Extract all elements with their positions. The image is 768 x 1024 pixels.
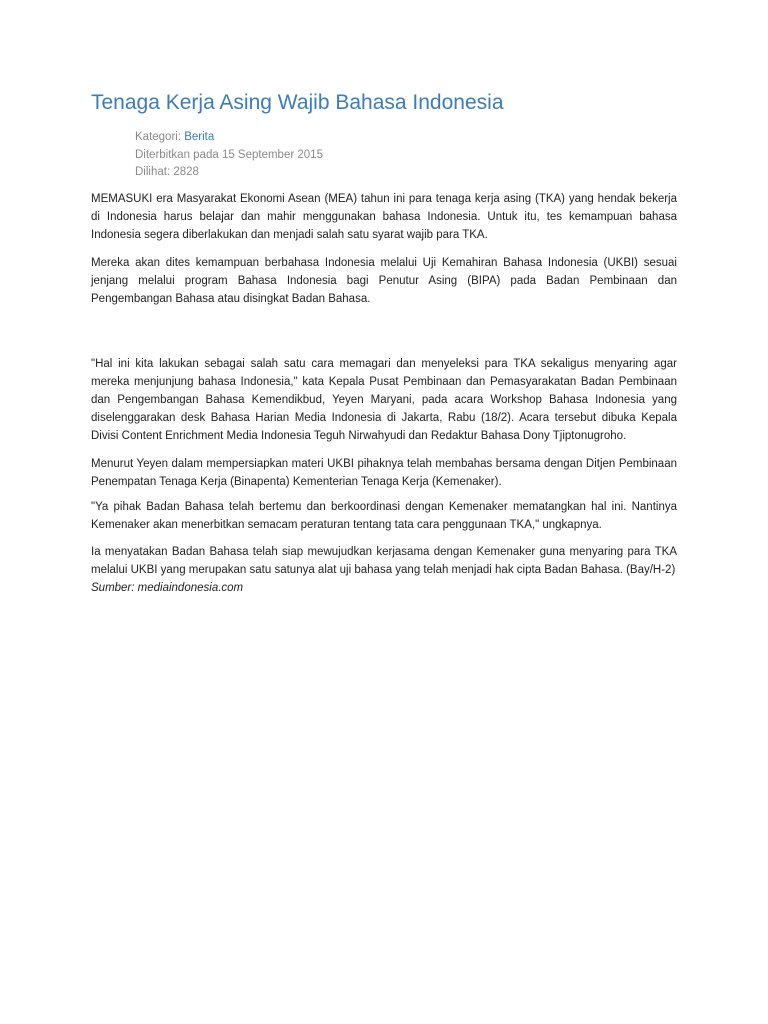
article-paragraph-1: MEMASUKI era Masyarakat Ekonomi Asean (MEA) tahun ini para tenaga kerja asing (TKA) yang hendak bekerja di Indonesia harus belajar dan mahir menggunakan bahasa Indonesia. Untuk itu, tes kemampuan bahasa Indonesia segera diberlakukan dan menjadi salah satu syarat wajib para TKA. bbox=[91, 193, 677, 241]
article-paragraph-5: "Ya pihak Badan Bahasa telah bertemu dan berkoordinasi dengan Kemenaker mematangkan hal ini. Nantinya Kemenaker akan menerbitkan semacam peraturan tentang tata cara penggunaan TKA," ungkapnya. bbox=[91, 501, 677, 531]
article-title: Tenaga Kerja Asing Wajib Bahasa Indonesia bbox=[91, 91, 504, 114]
article-paragraph-3: "Hal ini kita lakukan sebagai salah satu cara memagari dan menyeleksi para TKA sekaligus menyaring agar mereka menjunjung bahasa Indonesia," kata Kepala Pusat Pembinaan dan Pemasyarakatan Badan Pembinaan dan Pengembangan Bahasa Kemendikbud, Yeyen Maryani, pada acara Workshop Bahasa Indonesia yang diselenggarakan desk Bahasa Harian Media Indonesia di Jakarta, Rabu (18/2). Acara tersebut dibuka Kepala Divisi Content Enrichment Media Indonesia Teguh Nirwahyudi dan Redaktur Bahasa Dony Tjiptonugroho. bbox=[91, 358, 677, 442]
article-meta bbox=[135, 129, 323, 182]
view-count: Dilihat: 2828 bbox=[135, 166, 199, 178]
category-label: Kategori: bbox=[135, 131, 185, 143]
published-date: Diterbitkan pada 15 September 2015 bbox=[135, 148, 323, 161]
category-line bbox=[135, 129, 323, 147]
article-source: Sumber: mediaindonesia.com bbox=[91, 582, 244, 594]
article-paragraph-4: Menurut Yeyen dalam mempersiapkan materi UKBI pihaknya telah membahas bersama dengan Ditjen Pembinaan Penempatan Tenaga Kerja (Binapenta) Kementerian Tenaga Kerja (Kemenaker). bbox=[91, 458, 677, 488]
article-paragraph-2: Mereka akan dites kemampuan berbahasa Indonesia melalui Uji Kemahiran Bahasa Indonesia (UKBI) sesuai jenjang melalui program Bahasa Indonesia bagi Penutur Asing (BIPA) pada Badan Pembinaan dan Pengembangan Bahasa atau disingkat Badan Bahasa. bbox=[91, 257, 677, 305]
category-link[interactable]: Berita bbox=[184, 131, 215, 143]
article-paragraph-6: Ia menyatakan Badan Bahasa telah siap mewujudkan kerjasama dengan Kemenaker guna menyaring para TKA melalui UKBI yang merupakan satu satunya alat uji bahasa yang telah menjadi hak cipta Badan Bahasa. (Bay/H-2) Sumber: mediaindonesia.com bbox=[91, 543, 677, 597]
